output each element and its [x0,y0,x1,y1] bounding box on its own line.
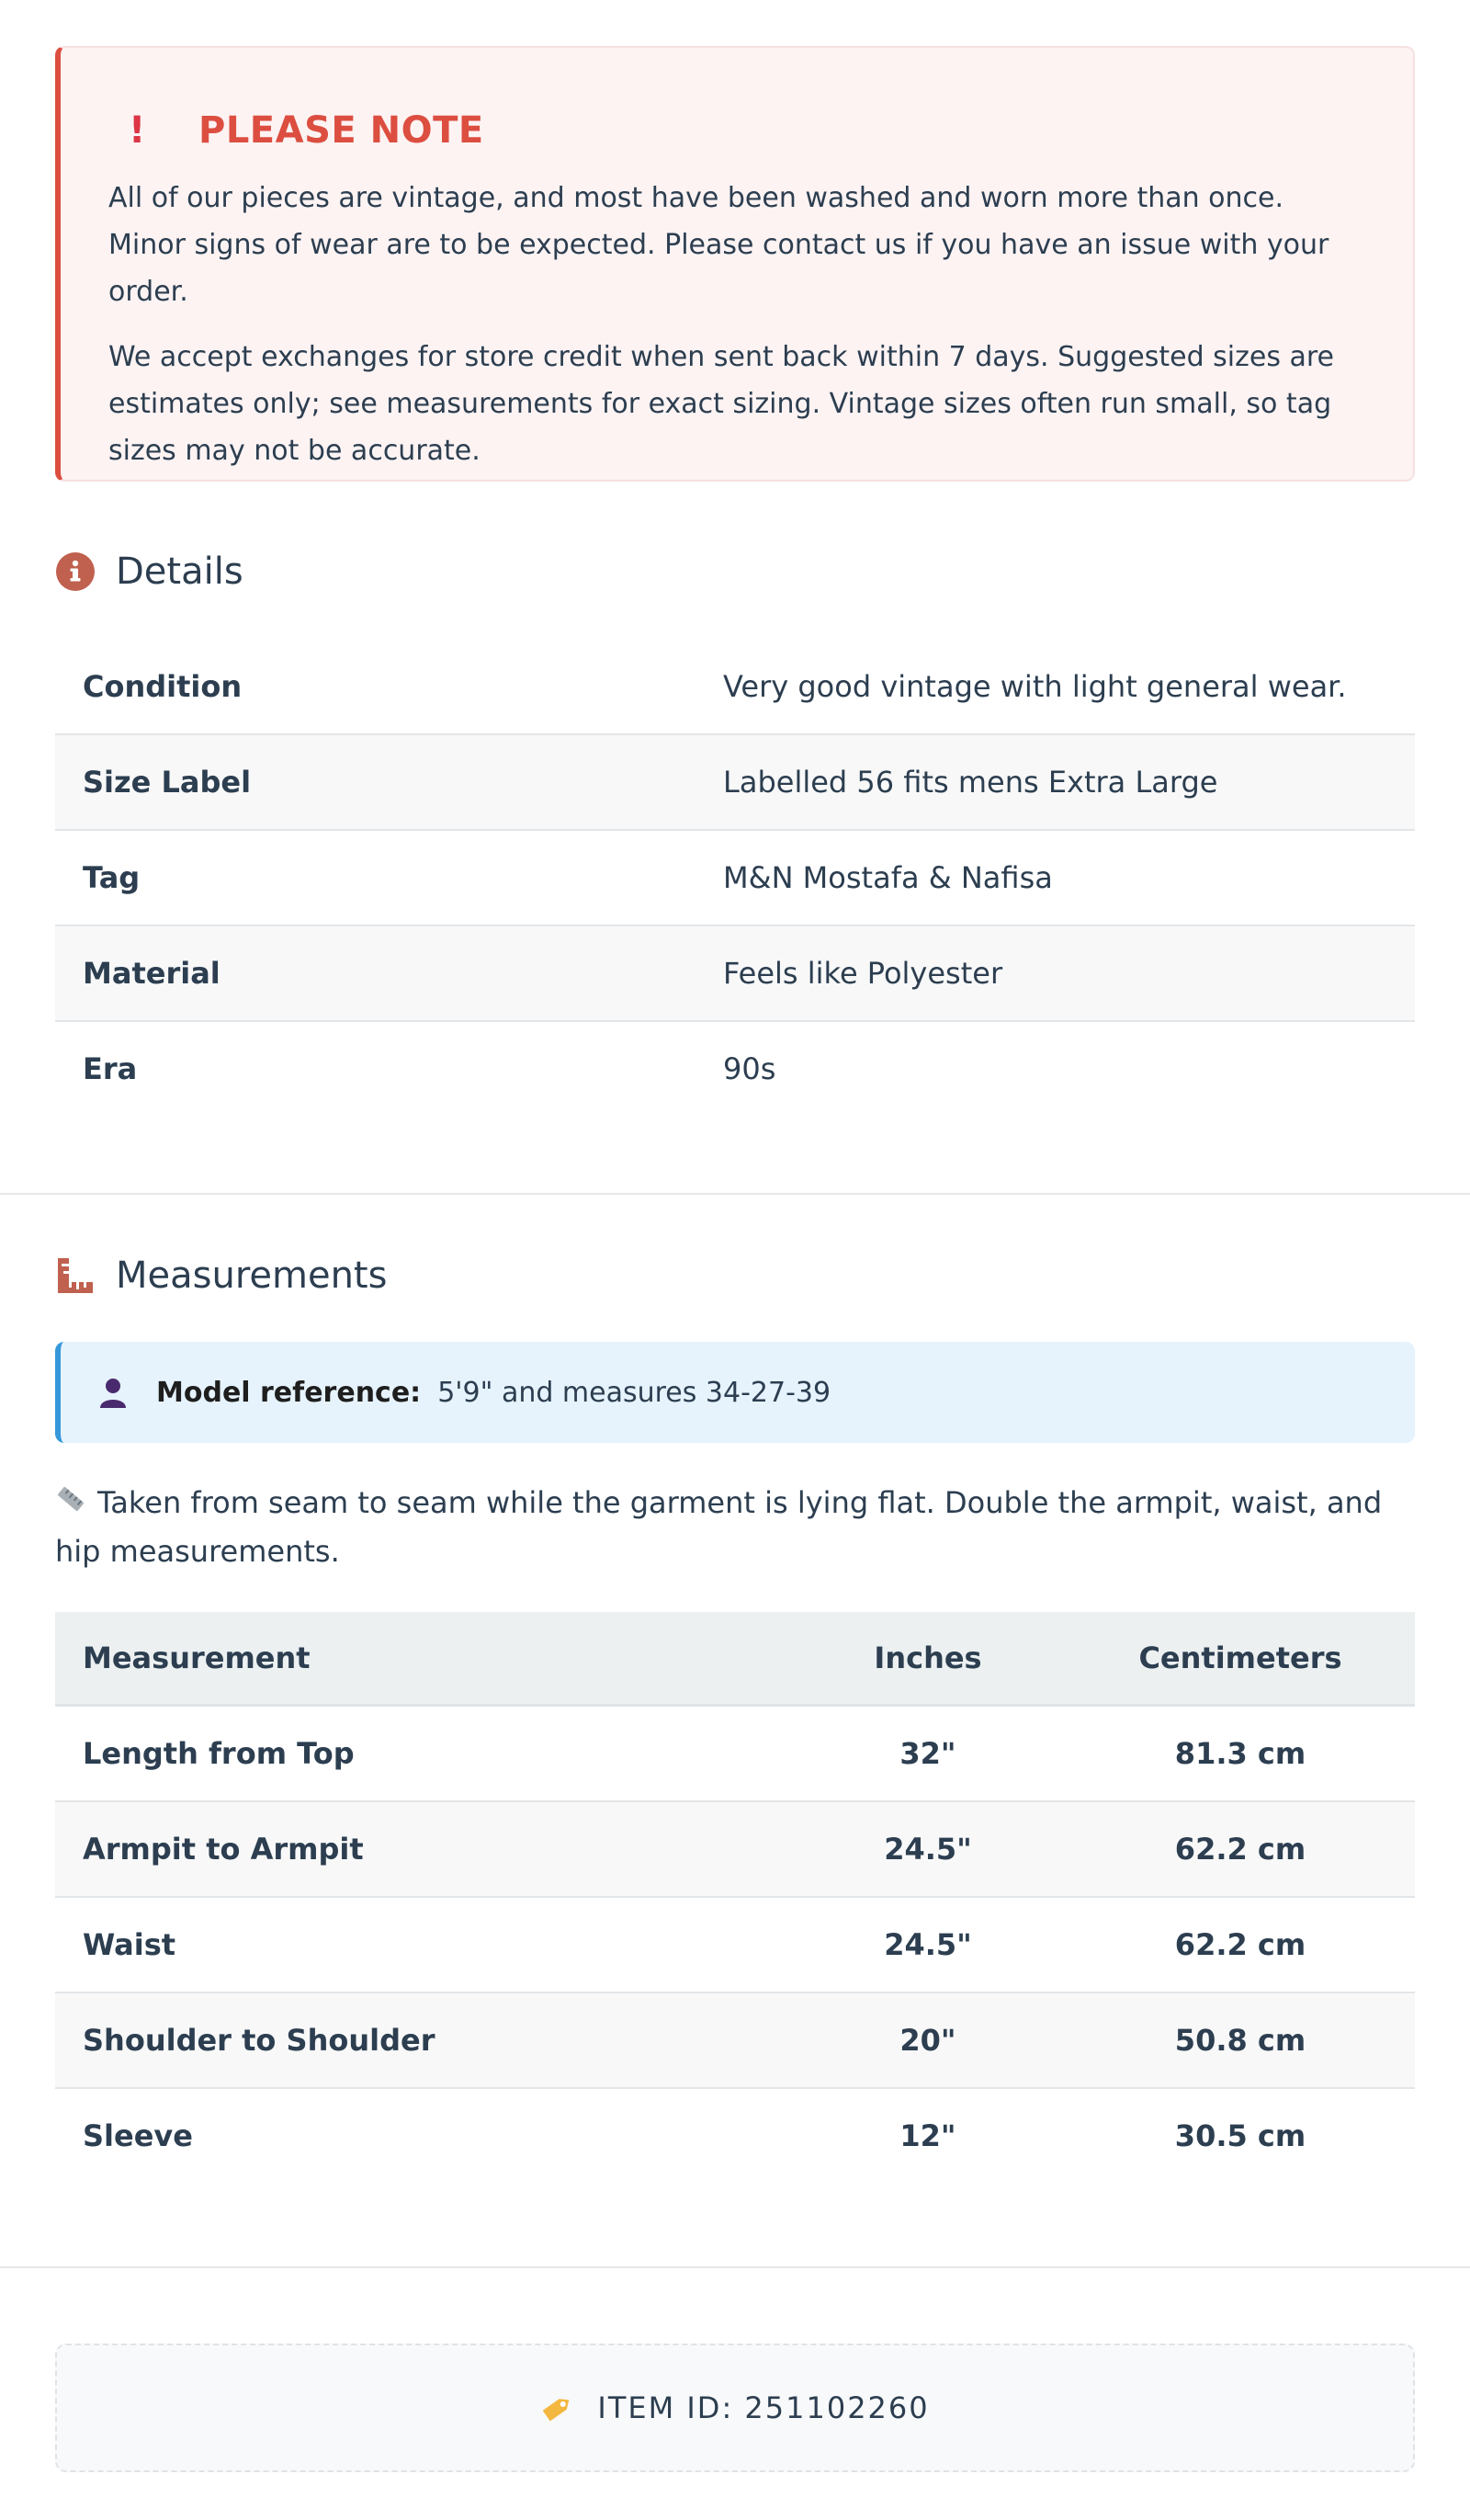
measurement-instructions [55,1480,1415,1575]
detail-label: Material [55,925,695,1021]
model-reference-box [55,1342,1415,1443]
details-heading [55,544,1415,599]
model-reference-value: 5'9" and measures 34-27-39 [437,1376,831,1409]
ruler-pencil-icon [55,1481,86,1528]
measurements-heading [55,1248,1415,1303]
section-divider [0,2266,1470,2268]
details-row-size-label [55,734,1415,830]
detail-label: Era [83,1051,138,1086]
measurement-inches: 24.5" [790,1801,1066,1897]
note-paragraph-2: We accept exchanges for store credit when sent back within 7 days. Suggested sizes are estimates only; see measurements for exact sizing. Vintage sizes often run small, so tag sizes may not be accurate. [108,341,1335,467]
detail-value: Very good vintage with light general wear. [695,640,1415,734]
note-title: PLEASE NOTE [198,109,484,152]
details-table [55,640,1415,1116]
column-header-inches: Inches [790,1612,1066,1706]
measurements-table [55,1612,1415,2183]
item-id-box [55,2344,1415,2472]
detail-value: M&N Mostafa & Nafisa [695,830,1415,925]
detail-value: 90s [723,1051,776,1086]
note-header [108,101,1365,160]
measurement-cm: 81.3 cm [1066,1706,1415,1802]
measurement-inches: 24.5" [790,1897,1066,1992]
measurement-inches: 32" [790,1706,1066,1802]
table-row [55,2088,1415,2183]
exclamation-icon: ! [129,109,146,152]
table-row [55,1992,1415,2088]
column-header-centimeters: Centimeters [1066,1612,1415,1706]
measurement-cm: 62.2 cm [1066,1801,1415,1897]
details-row-material [55,925,1415,1021]
details-row-era [55,1021,1415,1116]
measurement-cm: 30.5 cm [1174,2118,1306,2153]
measurements-header-row [55,1612,1415,1706]
ruler-icon [55,1255,96,1296]
details-title: Details [116,551,243,593]
measurement-name: Waist [55,1897,790,1992]
info-circle-icon [55,551,96,592]
detail-label: Size Label [55,734,695,830]
detail-label: Condition [55,640,695,734]
measurement-inches: 20" [790,1992,1066,2088]
person-icon [97,1377,129,1408]
model-reference-label: Model reference: [156,1376,422,1409]
column-header-measurement: Measurement [55,1612,790,1706]
measurements-title: Measurements [116,1254,388,1297]
measurement-cm: 50.8 cm [1066,1992,1415,2088]
details-row-condition [55,640,1415,734]
details-row-tag [55,830,1415,925]
measurement-name: Sleeve [83,2118,193,2153]
table-row [55,1897,1415,1992]
measurement-name: Armpit to Armpit [55,1801,790,1897]
note-paragraph-1: All of our pieces are vintage, and most have been washed and worn more than once. Minor signs of wear are to be expected. Please contact us if you have an issue with your order. [108,182,1329,308]
item-id-label: ITEM ID: 251102260 [597,2390,930,2425]
measurement-cm: 62.2 cm [1066,1897,1415,1992]
instructions-text: Taken from seam to seam while the garment is lying flat. Double the armpit, waist, and hip measurements. [55,1485,1383,1569]
detail-value: Feels like Polyester [695,925,1415,1021]
measurement-name: Shoulder to Shoulder [55,1992,790,2088]
section-divider [0,1193,1470,1195]
measurement-inches: 12" [899,2118,956,2153]
detail-value: Labelled 56 fits mens Extra Large [695,734,1415,830]
table-row [55,1801,1415,1897]
table-row [55,1706,1415,1802]
detail-label: Tag [55,830,695,925]
measurement-name: Length from Top [55,1706,790,1802]
price-tag-icon [540,2390,575,2425]
please-note-box [55,46,1415,482]
